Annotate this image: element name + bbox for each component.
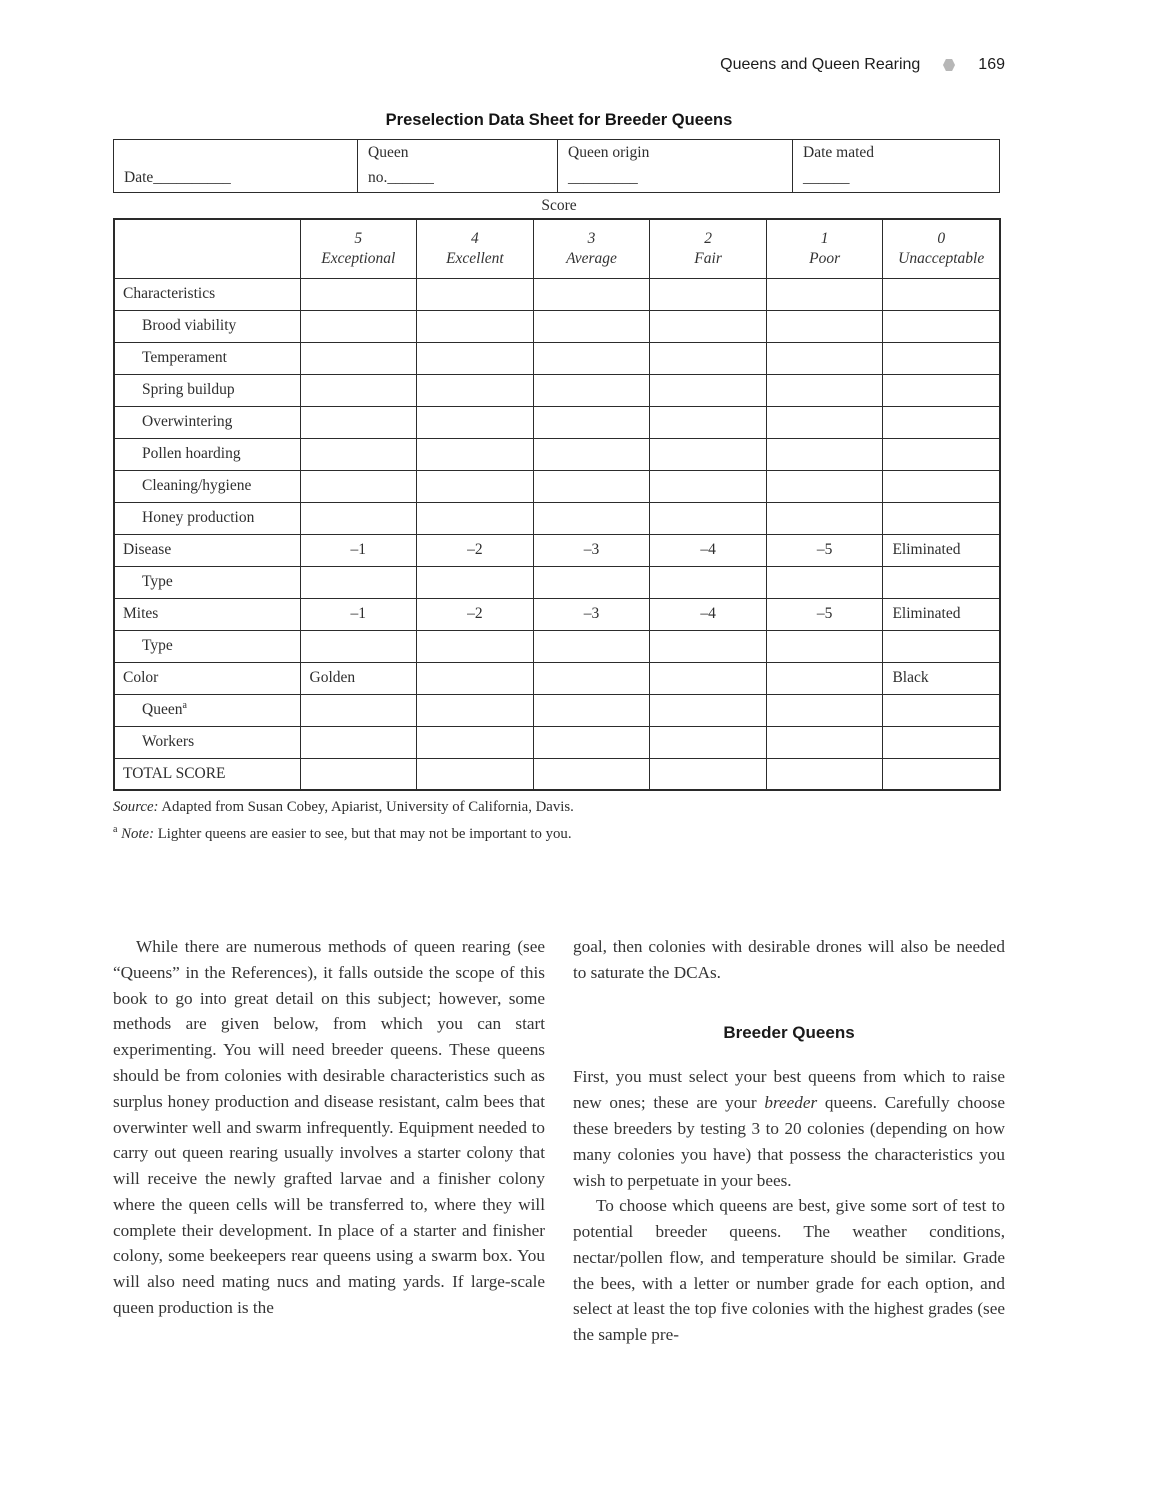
queen-no-label-line2: no.______: [368, 169, 434, 186]
score-cell: [883, 342, 1000, 374]
score-cell: [883, 630, 1000, 662]
table-notes: [113, 797, 1005, 845]
score-cell: [300, 310, 417, 342]
score-cell: [533, 566, 650, 598]
score-column-value: 1: [820, 229, 829, 247]
row-label: Workers: [114, 726, 300, 758]
score-cell: [533, 310, 650, 342]
table-row: [114, 758, 1000, 790]
source-note-label: Source:: [113, 799, 159, 815]
score-cell: [650, 406, 767, 438]
footnote-text: Lighter queens are easier to see, but that may not be important to you.: [157, 825, 572, 842]
table-row: [114, 566, 1000, 598]
score-cell: [883, 310, 1000, 342]
score-cell: [417, 758, 534, 790]
score-cell: [650, 662, 767, 694]
table-row: [114, 534, 1000, 566]
score-column-value: 3: [587, 229, 596, 247]
score-cell: [417, 374, 534, 406]
table-row: [114, 694, 1000, 726]
row-label: Queen$^a$: [114, 694, 300, 726]
row-label: Honey production: [114, 502, 300, 534]
score-cell: [650, 758, 767, 790]
score-header-row: [114, 219, 1000, 278]
score-cell: [417, 694, 534, 726]
queen-origin-blank-line: _________: [568, 169, 638, 186]
footnote: [113, 819, 1005, 845]
footnote-label: Note:: [121, 825, 155, 842]
datasheet-title: Preselection Data Sheet for Breeder Queens: [385, 111, 733, 129]
score-cell: [650, 374, 767, 406]
score-cell: [417, 406, 534, 438]
score-cell: [883, 406, 1000, 438]
score-cell: [533, 278, 650, 310]
score-cell: –3: [533, 534, 650, 566]
score-cell: [650, 630, 767, 662]
score-cell: [650, 694, 767, 726]
score-cell: [533, 758, 650, 790]
score-header-empty-cell: [114, 219, 300, 278]
score-cell: [650, 342, 767, 374]
paragraph-1-pre: First, you must select your best queens from which to raise new ones; these are your: [573, 1067, 1005, 1113]
score-cell: [766, 406, 883, 438]
score-cell: [417, 438, 534, 470]
score-cell: [533, 470, 650, 502]
score-cell: [533, 406, 650, 438]
score-cell: [417, 502, 534, 534]
score-cell: [766, 310, 883, 342]
score-cell: [417, 470, 534, 502]
score-cell: [766, 726, 883, 758]
score-cell: Black: [883, 662, 1000, 694]
score-column-header: [883, 219, 1000, 278]
score-cell: [300, 502, 417, 534]
score-cell: [883, 502, 1000, 534]
score-column-label: Unacceptable: [898, 249, 985, 267]
right-column: [573, 934, 1005, 1348]
score-cell: Golden: [300, 662, 417, 694]
score-cell: [300, 630, 417, 662]
score-column-header: [533, 219, 650, 278]
score-cell: [300, 406, 417, 438]
score-column-label: Fair: [694, 249, 722, 267]
score-cell: [883, 278, 1000, 310]
score-cell: –5: [766, 598, 883, 630]
score-cell: [300, 278, 417, 310]
score-cell: –3: [533, 598, 650, 630]
score-cell: [650, 502, 767, 534]
table-row: [114, 438, 1000, 470]
source-note: [113, 797, 1005, 819]
score-cell: [300, 374, 417, 406]
score-cell: [650, 726, 767, 758]
table-row: [114, 310, 1000, 342]
score-cell: [883, 470, 1000, 502]
score-cell: [533, 694, 650, 726]
score-cell: [766, 758, 883, 790]
row-label: Brood viability: [114, 310, 300, 342]
left-column-paragraph: While there are numerous methods of queen rearing (see “Queens” in the References), it falls outside the scope of this book to go into great detail on this subject; however, some methods are given below, from which you can start experimenting. You will need breeder queens. These queens should be from colonies with desirable characteristics such as surplus honey production and disease resistant, calm bees that overwinter well and swarm infrequently. Equipment needed to carry out queen rearing usually involves a starter colony that will receive the newly grafted larvae and a finisher colony where the queen cells will be transferred to, where they will complete their development. In place of a starter and finisher colony, some beekeepers rear queens using a swarm box. You will also need mating nucs and mating yards. If large-scale queen production is the: [113, 936, 545, 1318]
score-cell: [883, 726, 1000, 758]
score-cell: [533, 438, 650, 470]
right-column-continuation: goal, then colonies with desirable drones will also be needed to saturate the DCAs.: [573, 936, 1005, 982]
table-row: [114, 630, 1000, 662]
score-cell: [300, 566, 417, 598]
row-label-superscript: a: [182, 700, 187, 712]
score-cell: [417, 566, 534, 598]
score-cell: [300, 694, 417, 726]
score-cell: [533, 502, 650, 534]
date-field-cell: [114, 140, 358, 193]
score-cell: –1: [300, 598, 417, 630]
score-column-value: 4: [471, 229, 479, 247]
footnote-marker: a: [113, 823, 118, 835]
score-cell: [417, 662, 534, 694]
table-row: [114, 662, 1000, 694]
row-label: Cleaning/hygiene: [114, 470, 300, 502]
score-cell: [766, 470, 883, 502]
hexagon-bullet-icon: [942, 58, 956, 72]
score-column-header: [650, 219, 767, 278]
score-column-label: Excellent: [446, 249, 504, 267]
row-label: Spring buildup: [114, 374, 300, 406]
score-cell: [766, 566, 883, 598]
table-row: [114, 374, 1000, 406]
score-cell: –2: [417, 534, 534, 566]
score-column-value: 5: [354, 229, 363, 247]
row-label: Pollen hoarding: [114, 438, 300, 470]
row-label: Disease: [114, 534, 300, 566]
row-label: Temperament: [114, 342, 300, 374]
table-row: [114, 278, 1000, 310]
score-cell: [533, 662, 650, 694]
date-mated-field-cell: [793, 140, 1000, 193]
score-cell: [883, 758, 1000, 790]
score-cell: [650, 566, 767, 598]
score-cell: [300, 470, 417, 502]
section-heading: Breeder Queens: [723, 1022, 855, 1042]
score-cell: –5: [766, 534, 883, 566]
score-column-header: [766, 219, 883, 278]
page-number: 169: [978, 56, 1005, 73]
score-cell: [883, 694, 1000, 726]
score-cell: [883, 566, 1000, 598]
score-column-header: [417, 219, 534, 278]
score-cell: [766, 438, 883, 470]
score-cell: –2: [417, 598, 534, 630]
left-column: [113, 934, 545, 1348]
score-cell: [650, 278, 767, 310]
score-column-label: Poor: [809, 249, 841, 267]
page-content: [113, 0, 1005, 1348]
score-cell: [533, 726, 650, 758]
score-column-label: Exceptional: [321, 249, 396, 267]
score-cell: [766, 694, 883, 726]
score-cell: [533, 374, 650, 406]
score-cell: [300, 342, 417, 374]
score-cell: [766, 342, 883, 374]
score-column-value: 0: [937, 229, 946, 247]
score-cell: [417, 726, 534, 758]
score-column-value: 2: [704, 229, 712, 247]
form-header-row: [114, 140, 1000, 193]
score-cell: [883, 374, 1000, 406]
queen-origin-label: Queen origin: [568, 144, 650, 161]
score-caption: Score: [541, 197, 577, 214]
row-label: Type: [114, 566, 300, 598]
form-header-table: [113, 139, 1000, 193]
table-row: [114, 502, 1000, 534]
score-cell: [650, 310, 767, 342]
score-cell: [766, 630, 883, 662]
row-label: TOTAL SCORE: [114, 758, 300, 790]
score-cell: [533, 630, 650, 662]
score-cell: –4: [650, 598, 767, 630]
table-row: [114, 342, 1000, 374]
date-mated-blank-line: ______: [803, 169, 850, 186]
row-label: Type: [114, 630, 300, 662]
score-cell: [766, 662, 883, 694]
score-cell: [417, 278, 534, 310]
score-column-label: Average: [566, 249, 617, 267]
queen-no-label-line1: Queen: [368, 144, 409, 161]
score-cell: [533, 342, 650, 374]
score-column-header: [300, 219, 417, 278]
body-text: [113, 934, 1005, 1348]
row-label: Mites: [114, 598, 300, 630]
table-row: [114, 406, 1000, 438]
score-cell: [650, 438, 767, 470]
score-cell: [300, 758, 417, 790]
score-cell: [650, 470, 767, 502]
score-cell: [300, 726, 417, 758]
score-cell: –1: [300, 534, 417, 566]
running-head-title: Queens and Queen Rearing: [720, 56, 921, 73]
scoring-table: [113, 218, 1001, 791]
running-head: [113, 56, 1005, 74]
queen-no-field-cell: [358, 140, 558, 193]
score-cell: [766, 502, 883, 534]
row-label: Characteristics: [114, 278, 300, 310]
table-row: [114, 470, 1000, 502]
table-row: [114, 598, 1000, 630]
score-cell: [417, 342, 534, 374]
date-mated-label: Date mated: [803, 144, 875, 161]
score-cell: [417, 630, 534, 662]
date-field-label: Date__________: [124, 169, 231, 186]
breeder-queens-paragraph-1: [573, 1064, 1005, 1193]
queen-origin-field-cell: [558, 140, 793, 193]
score-cell: Eliminated: [883, 598, 1000, 630]
paragraph-1-post: queens. Carefully choose these breeders by testing 3 to 20 colonies (depending on how many colonies you have) that possess the characteristics you wish to perpetuate in your bees.: [573, 1093, 1005, 1190]
score-cell: [766, 278, 883, 310]
source-note-text: Adapted from Susan Cobey, Apiarist, University of California, Davis.: [161, 799, 574, 815]
score-cell: [883, 438, 1000, 470]
breeder-queens-paragraph-2: To choose which queens are best, give some sort of test to potential breeder queens. The weather conditions, nectar/pollen flow, and temperature should be similar. Grade the bees, with a letter or number grade for each option, and select at least the top five colonies with the highest grades (see the sample pre-: [573, 1196, 1005, 1345]
row-label: Overwintering: [114, 406, 300, 438]
score-cell: [300, 438, 417, 470]
paragraph-1-italic-word: breeder: [764, 1093, 818, 1113]
score-cell: [417, 310, 534, 342]
table-row: [114, 726, 1000, 758]
score-cell: –4: [650, 534, 767, 566]
row-label: Color: [114, 662, 300, 694]
score-cell: Eliminated: [883, 534, 1000, 566]
score-cell: [766, 374, 883, 406]
